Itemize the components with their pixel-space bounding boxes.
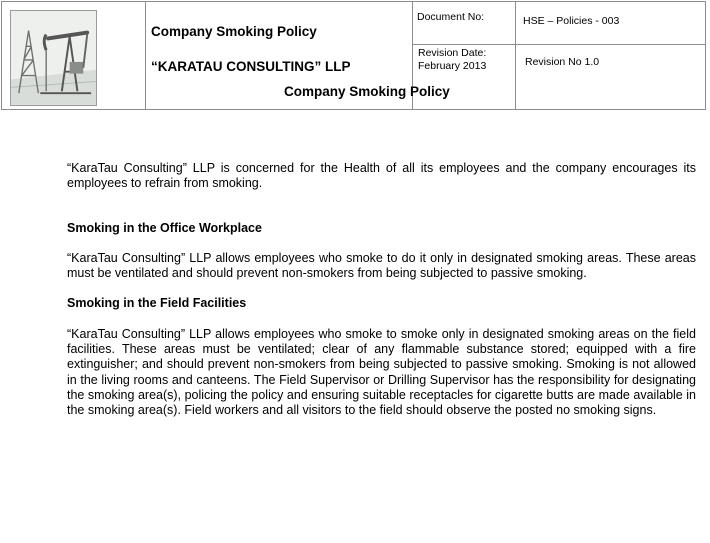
centered-document-title: Company Smoking Policy xyxy=(284,84,450,99)
intro-paragraph: “KaraTau Consulting” LLP is concerned for the Health of all its employees and the company encourages its employees to refrain from smoking. xyxy=(67,161,696,191)
section-heading-field: Smoking in the Field Facilities xyxy=(67,296,247,311)
section-text-office: “KaraTau Consulting” LLP allows employees who smoke to do it only in designated smoking areas. These areas must be ventilated and should prevent non-smokers from being subjected to passive smoking. xyxy=(67,250,696,281)
header-row-divider xyxy=(412,44,705,45)
header-divider xyxy=(515,2,516,109)
company-name: “KARATAU CONSULTING” LLP xyxy=(151,59,351,74)
document-no-label: Document No: xyxy=(417,11,485,23)
document-header-table xyxy=(1,1,706,110)
policy-body xyxy=(67,161,696,419)
company-logo xyxy=(10,10,97,106)
document-no-value: HSE – Policies - 003 xyxy=(523,15,620,27)
revision-date-value: February 2013 xyxy=(418,60,487,72)
header-divider xyxy=(145,2,146,109)
section-text-field: “KaraTau Consulting” LLP allows employees who smoke to smoke only in designated smoking areas on the field facilities. These areas must be ventilated; clear of any flammable substance stored; equipped with a fire extinguisher; and should prevent non-smokers from being subjected to passive smoking. Smoking is not allowed in the living rooms and canteens. The Field Supervisor or Drilling Supervisor has the responsibility for designating the smoking area(s), policing the policy and ensuring suitable receptacles for cigarette butts are made available in the smoking area(s). Field workers and all visitors to the field should observe the posted no smoking signs. xyxy=(67,326,696,418)
revision-number: Revision No 1.0 xyxy=(525,56,600,68)
oil-pumpjack-icon xyxy=(11,11,96,105)
section-heading-office: Smoking in the Office Workplace xyxy=(67,220,262,235)
revision-date-label: Revision Date: xyxy=(418,47,487,59)
document-title: Company Smoking Policy xyxy=(151,24,317,39)
